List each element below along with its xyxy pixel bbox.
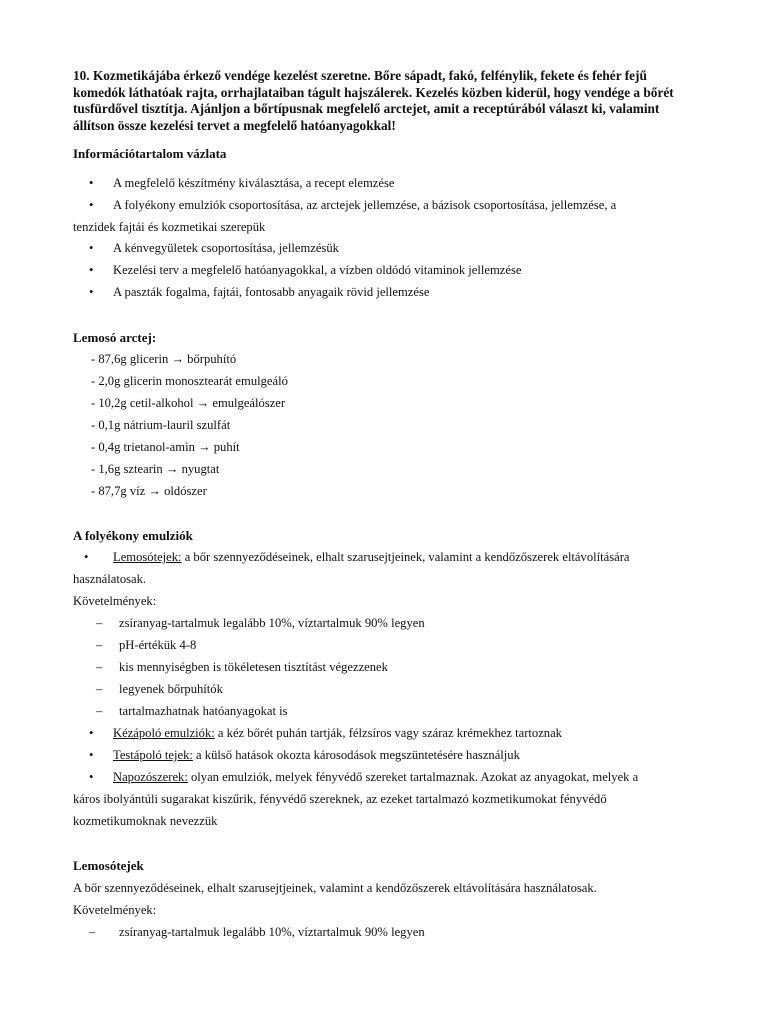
- dash-icon: –: [89, 925, 96, 939]
- emulsion-item-text: [113, 549, 629, 565]
- requirement-text: tartalmazhatnak hatóanyagokat is: [119, 704, 288, 718]
- cleansing-heading: Lemosótejek: [73, 858, 144, 873]
- bullet-icon: •: [89, 176, 94, 190]
- requirement-text: zsíranyag-tartalmuk legalább 10%, víztartalmuk 90% legyen: [119, 616, 425, 630]
- bullet-icon: •: [89, 748, 94, 762]
- emulsion-item-continuation: káros ibolyántúli sugarakat kiszűrik, fényvédő szereknek, az ezeket tartalmazó kozmetikumokat fényvédő: [73, 792, 607, 806]
- requirement-text: legyenek bőrpuhítók: [119, 682, 223, 696]
- requirements-label: Követelmények:: [73, 594, 157, 608]
- emulsions-heading: A folyékony emulziók: [73, 528, 193, 543]
- cleansing-description: A bőr szennyeződéseinek, elhalt szarusejtjeinek, valamint a kendőzőszerek eltávolítására használatosak.: [73, 881, 597, 895]
- emulsion-term: Testápoló tejek:: [113, 748, 193, 762]
- recipe-heading: Lemosó arctej:: [73, 330, 157, 345]
- emulsion-item-continuation: használatosak.: [73, 572, 147, 586]
- outline-item-text: A paszták fogalma, fajtái, fontosabb anyagaik rövid jellemzése: [113, 285, 430, 299]
- emulsion-description: olyan emulziók, melyek fényvédő szereket tartalmaznak. Azokat az anyagokat, melyek a: [187, 770, 639, 784]
- bullet-icon: •: [89, 726, 94, 740]
- dash-icon: –: [96, 704, 103, 718]
- recipe-line: - 0,1g nátrium-lauril szulfát: [91, 418, 231, 432]
- emulsion-description: a külső hatások okozta károsodások megszüntetésére használjuk: [192, 748, 520, 762]
- outline-item-text: A kénvegyületek csoportosítása, jellemzésük: [113, 241, 339, 255]
- outline-item-text: tenzidek fajtái és kozmetikai szerepük: [73, 220, 266, 234]
- emulsion-description: a kéz bőrét puhán tartják, félzsíros vagy száraz krémekhez tartoznak: [214, 726, 562, 740]
- task-statement: 10. Kozmetikájába érkező vendége kezelést szeretne. Bőre sápadt, fakó, felfénylik, fekete és fehér fejű komedók láthatóak rajta, orrhajlataiban tágult hajszálerek. Kezelés közben kiderül, hogy vendége a bőrét tusfürdővel tisztítja. Ajánljon a bőrtípusnak megfelelő arctejet, amit a receptúrából választ ki, valamint állítson össze kezelési tervet a megfelelő hatóanyagokkal!: [73, 68, 674, 133]
- dash-icon: –: [96, 638, 103, 652]
- requirements-label: Követelmények:: [73, 903, 157, 917]
- dash-icon: –: [96, 682, 103, 696]
- emulsion-item-text: [113, 725, 562, 741]
- outline-heading: Információtartalom vázlata: [73, 146, 227, 161]
- bullet-icon: •: [84, 550, 89, 564]
- emulsion-term: Napozószerek:: [113, 770, 188, 784]
- bullet-icon: •: [89, 285, 94, 299]
- emulsion-description: a bőr szennyeződéseinek, elhalt szarusejtjeinek, valamint a kendőzőszerek eltávolítására: [181, 550, 630, 564]
- bullet-icon: •: [89, 198, 94, 212]
- emulsion-item-text: [113, 769, 638, 785]
- dash-icon: –: [96, 616, 103, 630]
- emulsion-item-continuation: kozmetikumoknak nevezzük: [73, 814, 218, 828]
- outline-item-text: A megfelelő készítmény kiválasztása, a recept elemzése: [113, 176, 395, 190]
- outline-item-text: Kezelési terv a megfelelő hatóanyagokkal, a vízben oldódó vitaminok jellemzése: [113, 263, 522, 277]
- recipe-line: - 87,7g víz → oldószer: [91, 484, 207, 498]
- dash-icon: –: [96, 660, 103, 674]
- emulsion-item-text: [113, 747, 520, 763]
- bullet-icon: •: [89, 241, 94, 255]
- emulsion-term: Kézápoló emulziók:: [113, 726, 215, 740]
- bullet-icon: •: [89, 770, 94, 784]
- outline-item-text: A folyékony emulziók csoportosítása, az arctejek jellemzése, a bázisok csoportosítása, jellemzése, a: [113, 198, 617, 212]
- requirement-text: zsíranyag-tartalmuk legalább 10%, víztartalmuk 90% legyen: [119, 925, 425, 939]
- recipe-line: - 2,0g glicerin monosztearát emulgeáló: [91, 374, 288, 388]
- recipe-line: - 1,6g sztearin → nyugtat: [91, 462, 220, 476]
- recipe-line: - 87,6g glicerin → bőrpuhító: [91, 352, 237, 366]
- requirement-text: pH-értékük 4-8: [119, 638, 197, 652]
- recipe-line: - 10,2g cetil-alkohol → emulgeálószer: [91, 396, 286, 410]
- emulsion-term: Lemosótejek:: [113, 550, 182, 564]
- requirement-text: kis mennyiségben is tökéletesen tisztítást végezzenek: [119, 660, 388, 674]
- recipe-line: - 0,4g trietanol-amin → puhít: [91, 440, 240, 454]
- bullet-icon: •: [89, 263, 94, 277]
